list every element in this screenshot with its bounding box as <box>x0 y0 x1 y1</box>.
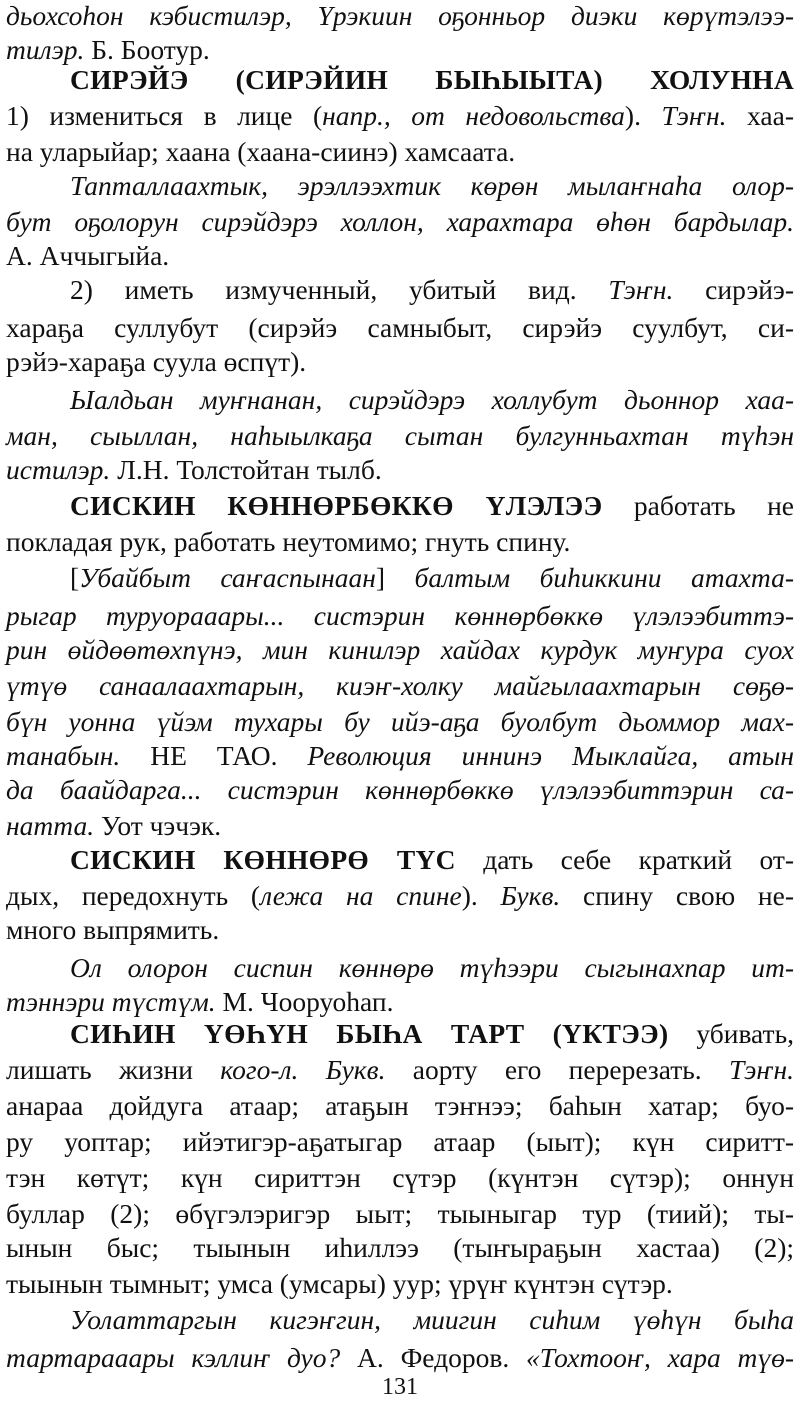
text-segment: хараҕа суллубут (сирэйэ самныбыт, сирэйэ суулбут, си- <box>6 312 794 343</box>
text-line <box>70 1302 794 1338</box>
text-line <box>6 668 794 704</box>
text-segment: Б. Боотур. <box>84 34 210 65</box>
page-number: 131 <box>382 1374 418 1400</box>
italic-text: бут оҕолорун сирэйдэрэ холлон, харахтара өһөн бардылар. <box>6 206 794 237</box>
text-line <box>6 738 794 774</box>
italic-text: ман, сыыллан, наһыылкаҕа сытан булгунньахтан түһэн <box>6 420 794 451</box>
italic-text: Тэҥн. <box>728 1054 794 1085</box>
text-segment: Л.Н. Толстойтан тылб. <box>110 454 382 485</box>
text-line <box>70 1016 794 1052</box>
text-line <box>6 1196 794 1232</box>
text-segment: дых, передохнуть ( <box>6 880 261 911</box>
text-line <box>6 204 794 240</box>
text-line <box>6 1266 794 1302</box>
text-line <box>6 1160 794 1196</box>
text-line <box>6 238 794 274</box>
italic-text: рыгар туруорааары... систэрин көннөрбөккө үлэлээбиттэ- <box>6 600 794 631</box>
text-line <box>6 310 794 346</box>
text-line <box>70 842 794 878</box>
text-segment: тэн көтүт; күн сириттэн сүтэр (күнтэн сүтэр); оннун <box>6 1162 794 1193</box>
italic-text: рин өйдөөтөхпүнэ, мин кинилэр хайдах курдук муҥура суох <box>6 634 794 665</box>
text-line <box>6 912 794 948</box>
text-segment: [ <box>70 562 80 593</box>
italic-text: тэннэри түстүм. <box>6 986 216 1017</box>
text-line <box>6 808 794 844</box>
text-line <box>6 1052 794 1088</box>
italic-text: Букв. <box>325 1054 386 1085</box>
entry-headword: СИРЭЙЭ (СИРЭЙИН БЫҺЫЫТА) ХОЛУННА <box>70 64 794 95</box>
italic-text: Тэҥн. <box>608 274 674 305</box>
text-segment: буллар (2); өбүгэлэригэр ыыт; тыыныгар тур (тиий); ты- <box>6 1198 794 1229</box>
text-segment: ). <box>461 880 501 911</box>
text-segment: М. Чооруоһап. <box>215 986 394 1017</box>
text-segment: дать себе краткий от- <box>455 844 795 875</box>
italic-text: бүн уонна үйэм тухары бу ийэ-аҕа буолбут дьоммор мах- <box>6 706 794 737</box>
italic-text: натта. <box>6 810 95 841</box>
text-segment: Уот чэчэк. <box>94 810 222 841</box>
text-line <box>70 168 794 204</box>
italic-text: дьохсоһон кэбистилэр, Үрэкиин оҕонньор диэки көрүтэлээ- <box>6 0 794 31</box>
text-line <box>6 524 794 560</box>
italic-text: напр., от недовольства <box>322 100 625 131</box>
italic-text: истилэр. <box>6 454 111 485</box>
text-line <box>70 950 794 986</box>
text-segment: ). <box>624 100 662 131</box>
text-segment: хаа- <box>726 100 794 131</box>
text-line <box>70 560 794 596</box>
text-line <box>6 418 794 454</box>
text-segment: 2) иметь измученный, убитый вид. <box>70 274 609 305</box>
entry-headword: СИҺИН ҮӨҺҮН БЫҺА ТАРТ (ҮКТЭЭ) <box>70 1018 669 1049</box>
italic-text: кого-л. <box>220 1054 299 1085</box>
text-line <box>6 134 794 170</box>
text-line <box>6 632 794 668</box>
text-segment: 1) измениться в лице ( <box>6 100 323 131</box>
text-segment: много выпрямить. <box>6 914 220 945</box>
italic-text: Революция иннинэ Мыклайга, атын <box>307 740 794 771</box>
text-segment: анараа дойдуга атаар; атаҕын тэҥнээ; баһын хатар; буо- <box>6 1090 794 1121</box>
italic-text: Букв. <box>500 880 561 911</box>
italic-text: тилэр. <box>6 34 85 65</box>
text-segment: лишать жизни <box>6 1054 221 1085</box>
text-line <box>6 1124 794 1160</box>
text-line <box>6 772 794 808</box>
text-segment: А. Аччыгыйа. <box>6 240 170 271</box>
italic-text: тартарааары кэллиҥ дуо? <box>6 1342 341 1373</box>
text-line <box>6 1340 794 1376</box>
italic-text: балтым биһиккини атахта- <box>414 562 794 593</box>
text-line <box>6 878 794 914</box>
italic-text: Ол олорон сиспин көннөрө түһээри сыгынахпар ит- <box>70 952 794 983</box>
text-line <box>6 1088 794 1124</box>
text-segment: ] <box>375 562 415 593</box>
text-line <box>70 488 794 524</box>
text-segment <box>298 1054 325 1085</box>
text-line <box>6 98 794 134</box>
text-segment: ру уоптар; ийэтигэр-аҕатыгар атаар (ыыт); күн сиритт- <box>6 1126 794 1157</box>
text-segment: тыынын тымныт; умса (умсары) уур; үрүҥ күнтэн сүтэр. <box>6 1268 673 1299</box>
text-segment: ынын быс; тыынын иһиллээ (тыҥыраҕын хастаа) (2); <box>6 1232 794 1263</box>
text-segment: убивать, <box>668 1018 794 1049</box>
italic-text: да баайдарга... систэрин көннөрбөккө үлэлээбиттэрин са- <box>6 774 794 805</box>
entry-headword: СИСКИН КӨННӨРӨ ТҮС <box>70 844 456 875</box>
text-segment: работать не <box>602 490 794 521</box>
italic-text: «Тохтооҥ, хара түө- <box>526 1342 795 1373</box>
text-line <box>70 382 794 418</box>
text-line <box>6 598 794 634</box>
text-segment: рэйэ-хараҕа суула өспүт). <box>6 346 307 377</box>
italic-text: танабын. <box>6 740 121 771</box>
text-line <box>6 704 794 740</box>
text-segment: А. Федоров. <box>340 1342 527 1373</box>
text-segment: спину свою не- <box>560 880 794 911</box>
text-line <box>70 62 794 98</box>
text-line <box>6 452 794 488</box>
italic-text: лежа на спине <box>260 880 462 911</box>
text-segment: НЕ ТАО. <box>120 740 308 771</box>
italic-text: Уолаттаргын кигэҥгин, миигин сиһим үөһүн быһа <box>70 1304 794 1335</box>
text-line <box>70 272 794 308</box>
text-line <box>6 0 794 34</box>
italic-text: Тапталлаахтык, эрэллээхтик көрөн мылаҥнаһа олор- <box>70 170 794 201</box>
text-segment: аорту его перерезать. <box>385 1054 729 1085</box>
text-segment: сирэйэ- <box>673 274 794 305</box>
italic-text: Убайбыт саҥаспынаан <box>79 562 376 593</box>
text-line <box>6 344 794 380</box>
text-line <box>6 984 794 1020</box>
text-line <box>6 1230 794 1266</box>
text-segment: на уларыйар; хаана (хаана-сиинэ) хамсаата. <box>6 136 516 167</box>
italic-text: үтүө санаалаахтарын, киэҥ-холку майгылаахтарын сөҕө- <box>6 670 794 701</box>
italic-text: Тэҥн. <box>661 100 727 131</box>
text-segment: покладая рук, работать неутомимо; гнуть спину. <box>6 526 571 557</box>
entry-headword: СИСКИН КӨННӨРБӨККӨ ҮЛЭЛЭЭ <box>70 490 603 521</box>
italic-text: Ыалдьан муҥнанан, сирэйдэрэ холлубут дьоннор хаа- <box>70 384 794 415</box>
